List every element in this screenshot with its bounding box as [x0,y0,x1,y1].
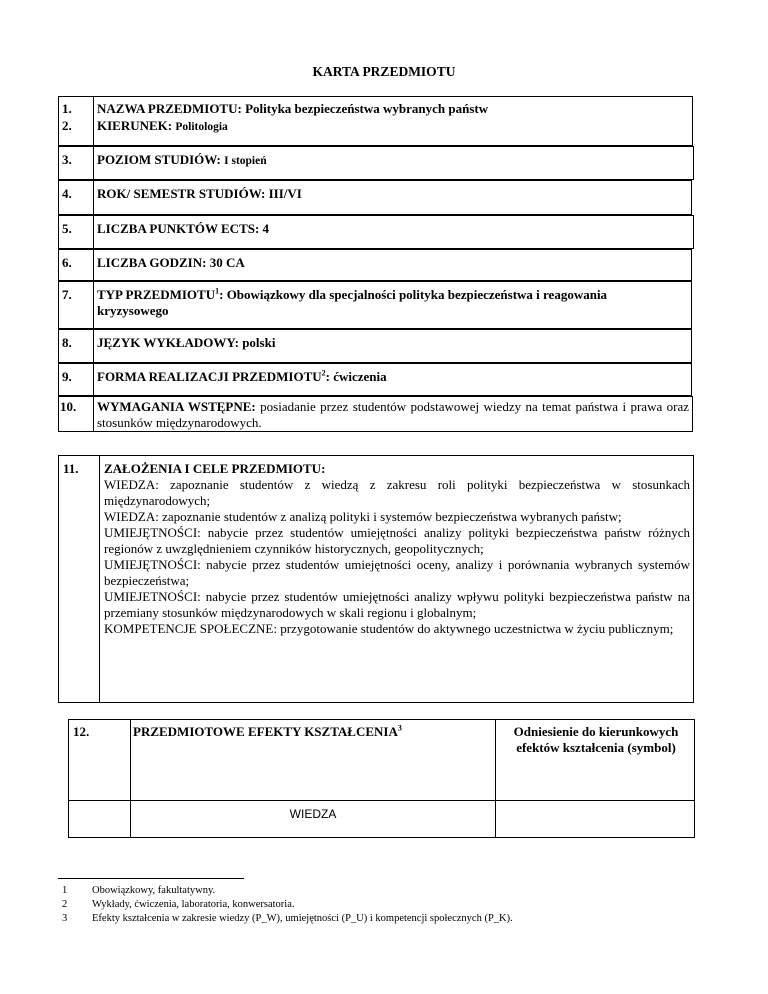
section-6-label: LICZBA GODZIN: [97,255,207,270]
section-12-col-divider-2 [495,719,496,838]
footnote-2-number: 2 [62,899,68,910]
section-12-number: 12. [73,724,90,739]
section-8-line [97,335,275,351]
section-9-value: ćwiczenia [333,369,387,384]
footnote-1-number: 1 [62,885,68,896]
document-title: KARTA PRZEDMIOTU [312,64,456,79]
section-5-number: 5. [62,221,72,236]
section-8-label: JĘZYK WYKŁADOWY: [97,335,239,350]
section-10-number: 10. [60,399,77,414]
section-11-label: ZAŁOŻENIA I CELE PRZEDMIOTU: [104,461,326,476]
goal-item-6: KOMPETENCJE SPOŁECZNE: przygotowanie studentów do aktywnego uczestnictwa w życiu publicznym; [104,621,674,636]
section-9-number: 9. [62,369,72,384]
section-5-value: 4 [262,221,270,236]
section-2-line [97,118,228,135]
section-7-value: Obowiązkowy dla specjalności polityka bezpieczeństwa i reagowania kryzysowego [97,287,608,318]
section-3-number: 3. [62,152,72,167]
section-7-footnote-ref: 1 [215,286,220,296]
section-11-divider [58,455,100,703]
section-10-value: posiadanie przez studentów podstawowej wiedzy na temat państwa i prawa oraz stosunków międzynarodowych. [97,399,690,430]
footnote-3-number: 3 [62,913,68,924]
section-10-line [97,399,689,431]
section-2-value: Politologia [175,121,228,133]
section-8-value: polski [242,335,276,350]
goal-item-5: UMIEJETNOŚCI: nabycie przez studentów umiejętności analizy wpływu polityki bezpieczeństwa państw na przemiany stosunków międzynarodowych w skali regionu i globalnym; [104,589,690,620]
section-1-line [97,101,488,117]
section-11-number: 11. [63,461,79,476]
section-5-label: LICZBA PUNKTÓW ECTS: [97,221,260,236]
section-9-footnote-ref: 2 [321,368,326,378]
section-12-header [133,724,402,740]
section-9-label: FORMA REALIZACJI PRZEDMIOTU [97,369,322,384]
section-1-label: NAZWA PRZEDMIOTU: [97,101,242,116]
section-1-number: 1. [62,101,72,116]
section-7-label: TYP PRZEDMIOTU [97,287,216,302]
section-2-number: 2. [62,118,72,133]
section-12-row-divider [68,800,695,801]
section-4-line [97,186,302,202]
section-4-number: 4. [62,186,72,201]
section-4-label: ROK/ SEMESTR STUDIÓW: [97,186,266,201]
section-2-label: KIERUNEK: [97,118,173,133]
section-6-value: 30 CA [209,255,245,270]
section-3-line [97,152,267,169]
section-12-subheading-wiedza: WIEDZA [289,807,337,821]
section-6-number: 6. [62,255,72,270]
section-1-value: Polityka bezpieczeństwa wybranych państw [245,101,489,116]
footnote-2-text: Wykłady, ćwiczenia, laboratoria, konwersatoria. [92,899,295,910]
footnote-1-text: Obowiązkowy, fakultatywny. [92,885,216,896]
footnote-3-text: Efekty kształcenia w zakresie wiedzy (P_W), umiejętności (P_U) i kompetencji społecznych (P_K). [92,913,513,924]
section-8-number: 8. [62,335,72,350]
section-3-value: I stopień [224,155,267,167]
section-4-value: III/VI [268,186,302,201]
section-12-header-label: PRZEDMIOTOWE EFEKTY KSZTAŁCENIA [133,724,398,739]
section-11-content [104,461,690,637]
goal-item-3: UMIEJĘTNOŚCI: nabycie przez studentów umiejętności analizy polityki bezpieczeństwa państw różnych regionów z uwzględnieniem czynników historycznych, geopolitycznych; [104,525,690,556]
section-5-line [97,221,269,237]
section-10-label: WYMAGANIA WSTĘPNE: [97,399,256,414]
section-3-label: POZIOM STUDIÓW: [97,152,221,167]
goal-item-4: UMIEJĘTNOŚCI: nabycie przez studentów umiejętności oceny, analizy i porównania wybranych systemów bezpieczeństwa; [104,557,690,588]
footnote-separator [58,878,244,879]
goal-item-2: WIEDZA: zapoznanie studentów z analizą polityki i systemów bezpieczeństwa wybranych państw; [104,509,622,524]
section-7-line: TYP PRZEDMIOTU$^1$: Obowiązkowy dla specjalności polityka bezpieczeństwa i reagowania kryzysowego [97,286,608,318]
section-7-number: 7. [62,287,72,302]
section-12-ref-header: Odniesienie do kierunkowych efektów kształcenia (symbol) [513,724,679,755]
section-6-line [97,255,245,271]
section-9-line: FORMA REALIZACJI PRZEDMIOTU$^2$: ćwiczenia [97,368,387,384]
section-12-footnote-ref: 3 [397,723,402,733]
goal-item-1: WIEDZA: zapoznanie studentów z wiedzą z zakresu roli polityki bezpieczeństwa w stosunkach międzynarodowych; [104,477,690,508]
